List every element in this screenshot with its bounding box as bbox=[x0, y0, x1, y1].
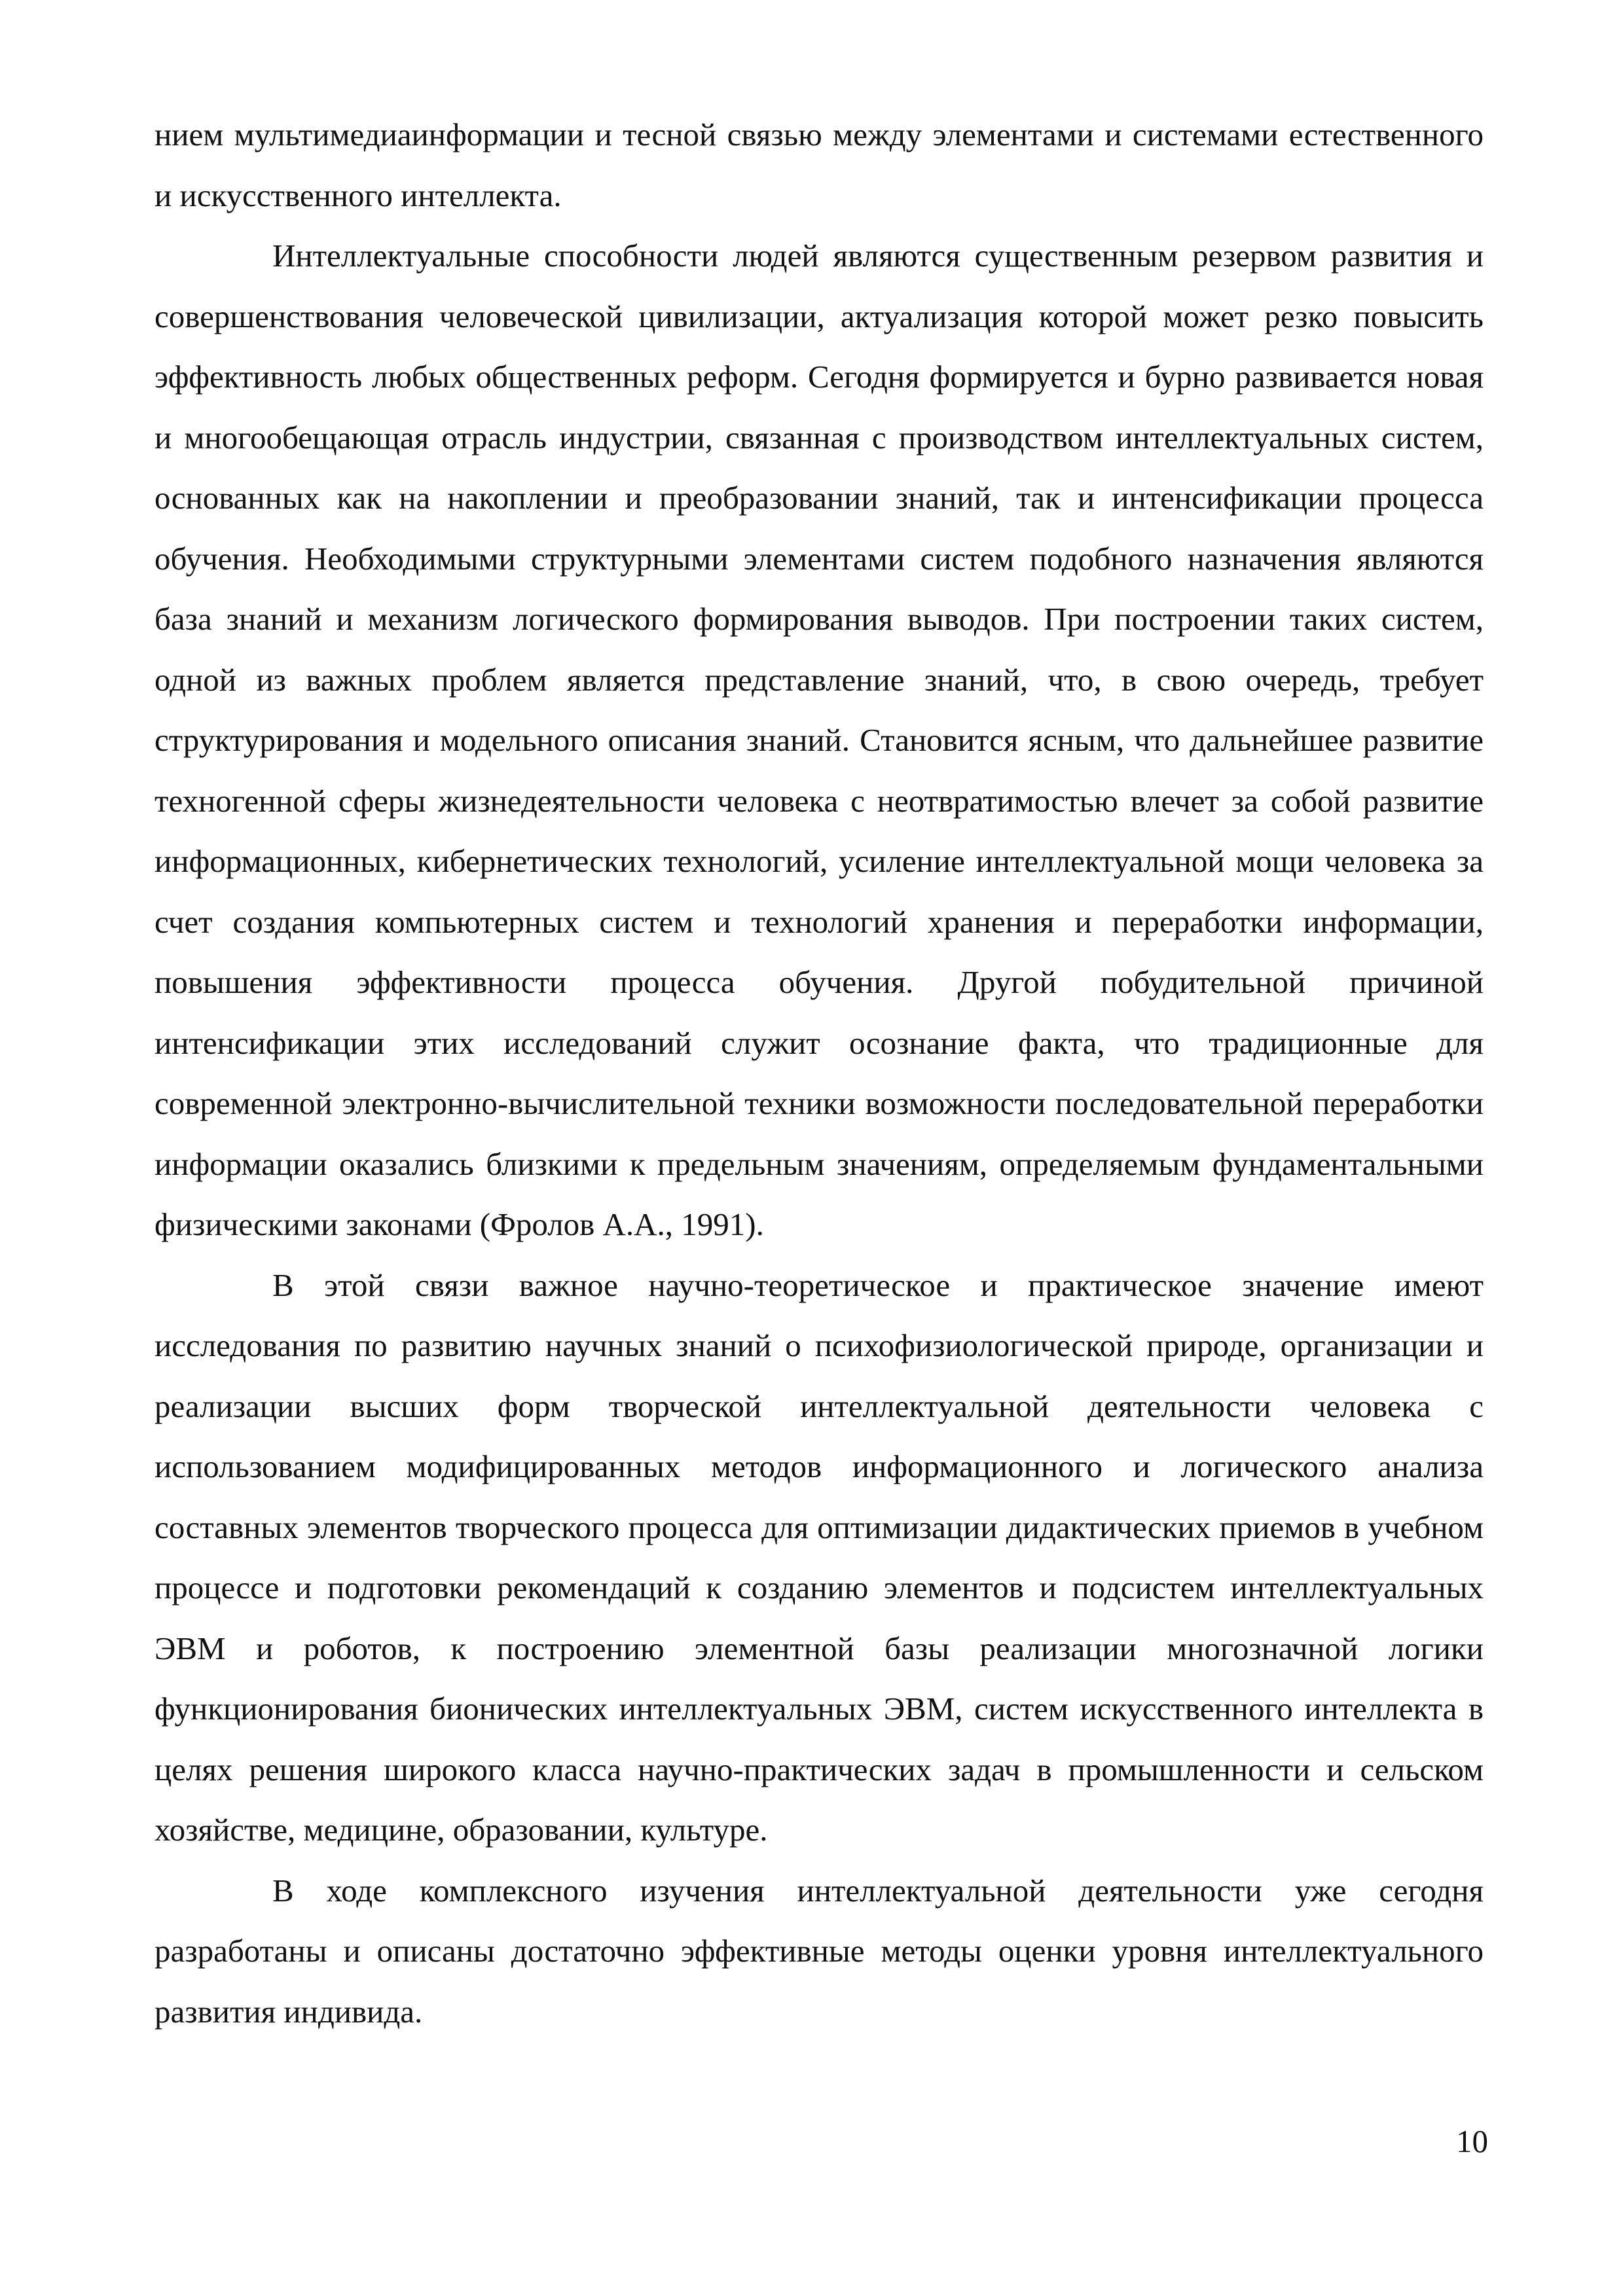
paragraph-2: Интеллектуальные способности людей являются существенным резервом развития и совершенствования человеческой цивилизации, актуализация которой может резко повысить эффективность любых общественных реформ. Сегодня формируется и бурно развивается новая и многообещающая отрасль индустрии, связанная с производством интеллектуальных систем, основанных как на накоплении и преобразовании знаний, так и интенсификации процесса обучения. Необходимыми структурными элементами систем подобного назначения являются база знаний и механизм логического формирования выводов. При построении таких систем, одной из важных проблем является представление знаний, что, в свою очередь, требует структурирования и модельного описания знаний. Становится ясным, что дальнейшее развитие техногенной сферы жизнедеятельности человека с неотвратимостью влечет за собой развитие информационных, кибернетических технологий, усиление интеллектуальной мощи человека за счет создания компьютерных систем и технологий хранения и переработки информации, повышения эффективности процесса обучения. Другой побудительной причиной интенсификации этих исследований служит осознание факта, что традиционные для современной электронно-вычислительной техники возможности последовательной переработки информации оказались близкими к предельным значениям, определяемым фундаментальными физическими законами (Фролов А.А., 1991). bbox=[155, 238, 1484, 1242]
paragraph-3: В этой связи важное научно-теоретическое и практическое значение имеют исследования по развитию научных знаний о психофизиологической природе, организации и реализации высших форм творческой интеллектуальной деятельности человека с использованием модифицированных методов информационного и логического анализа составных элементов творческого процесса для оптимизации дидактических приемов в учебном процессе и подготовки рекомендаций к созданию элементов и подсистем интеллектуальных ЭВМ и роботов, к построению элементной базы реализации многозначной логики функционирования бионических интеллектуальных ЭВМ, систем искусственного интеллекта в целях решения широкого класса научно-практических задач в промышленности и сельском хозяйстве, медицине, образовании, культуре. bbox=[155, 1266, 1484, 1848]
paragraph-4: В ходе комплексного изучения интеллектуальной деятельности уже сегодня разработаны и описаны достаточно эффективные методы оценки уровня интеллектуального развития индивида. bbox=[155, 1872, 1484, 2030]
body-text bbox=[155, 105, 1484, 2042]
paragraph-1: нием мультимедиаинформации и тесной связью между элементами и системами естественного и искусственного интеллекта. bbox=[155, 117, 1484, 213]
page-number: 10 bbox=[1456, 2123, 1488, 2159]
